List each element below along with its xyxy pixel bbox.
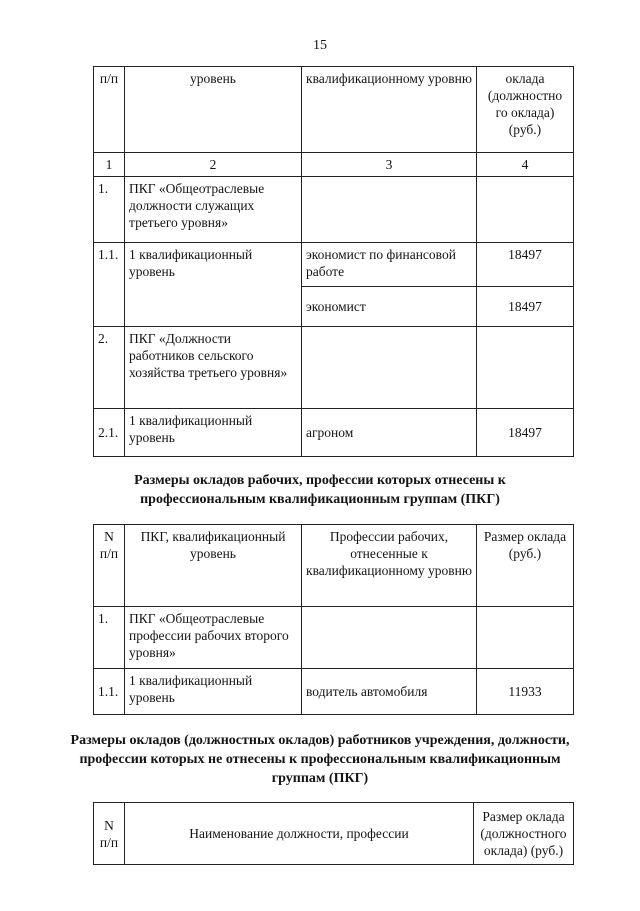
row-level: 1 квалификационный уровень <box>125 243 302 327</box>
header-salary: Размер оклада (руб.) <box>477 525 574 607</box>
table-header-row <box>94 525 574 607</box>
salary-table-employees <box>93 66 574 457</box>
row-salary-empty <box>477 327 574 409</box>
row-level: ПКГ «Общеотраслевые должности служащих третьего уровня» <box>125 177 302 243</box>
header-salary: Размер оклада (должностного оклада) (руб.) <box>474 803 574 865</box>
row-salary: 18497 <box>477 243 574 287</box>
row-num: 2. <box>94 327 125 409</box>
row-salary: 18497 <box>477 409 574 457</box>
row-position-empty <box>302 327 477 409</box>
row-position: агроном <box>302 409 477 457</box>
header-position: квалификационному уровню <box>302 67 477 153</box>
row-position-empty <box>302 177 477 243</box>
row-num: 1.1. <box>94 669 125 715</box>
table-header-row <box>94 67 574 153</box>
row-num: 1. <box>94 177 125 243</box>
row-salary-empty <box>477 607 574 669</box>
row-salary: 11933 <box>477 669 574 715</box>
table-row <box>94 327 574 409</box>
header-level: уровень <box>125 67 302 153</box>
row-num: 1. <box>94 607 125 669</box>
col-number: 3 <box>302 153 477 177</box>
table-header-row <box>94 803 574 865</box>
table-row <box>94 409 574 457</box>
row-profession: водитель автомобиля <box>302 669 477 715</box>
header-level: ПКГ, квалификационный уровень <box>125 525 302 607</box>
table-row <box>94 243 574 287</box>
header-num: п/п <box>94 67 125 153</box>
table-row <box>94 177 574 243</box>
col-number: 2 <box>125 153 302 177</box>
header-num: N п/п <box>94 525 125 607</box>
row-num: 1.1. <box>94 243 125 327</box>
row-salary-empty <box>477 177 574 243</box>
header-num: N п/п <box>94 803 125 865</box>
row-position: экономист <box>302 287 477 327</box>
row-level: 1 квалификационный уровень <box>125 669 302 715</box>
col-number: 1 <box>94 153 125 177</box>
row-level: ПКГ «Должности работников сельского хозяйства третьего уровня» <box>125 327 302 409</box>
page-number: 15 <box>313 38 327 53</box>
table-row <box>94 669 574 715</box>
row-level: 1 квалификационный уровень <box>125 409 302 457</box>
column-number-row <box>94 153 574 177</box>
header-position: Наименование должности, профессии <box>125 803 474 865</box>
row-profession-empty <box>302 607 477 669</box>
table-row <box>94 607 574 669</box>
header-profession: Профессии рабочих, отнесенные к квалификационному уровню <box>302 525 477 607</box>
section-title-workers: Размеры окладов рабочих, профессии которых отнесены к профессиональным квалификационным группам (ПКГ) <box>134 473 506 507</box>
header-salary: оклада (должностно го оклада) (руб.) <box>477 67 574 153</box>
row-salary: 18497 <box>477 287 574 327</box>
salary-table-other <box>93 802 574 865</box>
salary-table-workers <box>93 524 574 715</box>
section-title-other: Размеры окладов (должностных окладов) работников учреждения, должности, профессии которых не отнесены к профессиональным квалификационным группам (ПКГ) <box>70 733 570 786</box>
row-level: ПКГ «Общеотраслевые профессии рабочих второго уровня» <box>125 607 302 669</box>
col-number: 4 <box>477 153 574 177</box>
row-num: 2.1. <box>94 409 125 457</box>
row-position: экономист по финансовой работе <box>302 243 477 287</box>
